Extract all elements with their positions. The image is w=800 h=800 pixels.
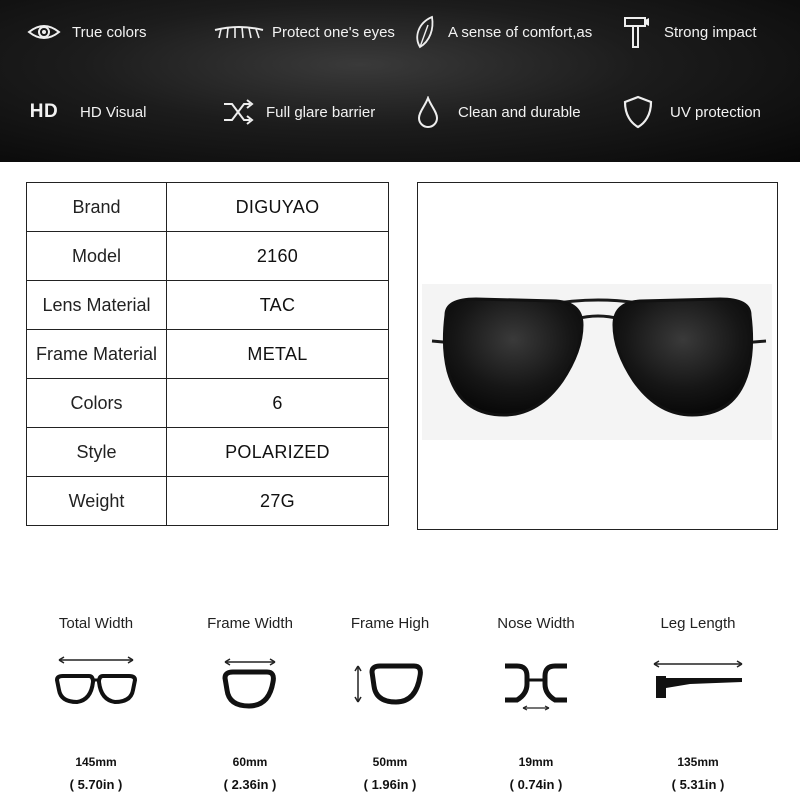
leg-length-icon xyxy=(628,637,768,727)
dimension-frame-width xyxy=(180,615,320,792)
feature-label: A sense of comfort,as xyxy=(448,23,593,41)
table-row xyxy=(27,428,389,477)
feature-protect-eyes xyxy=(212,14,395,50)
feature-clean-durable xyxy=(410,94,581,130)
feather-icon xyxy=(410,14,438,50)
spec-key: Brand xyxy=(27,183,167,232)
spec-key: Weight xyxy=(27,477,167,526)
hammer-icon xyxy=(618,14,654,50)
dimension-leg-length xyxy=(628,615,768,792)
feature-true-colors xyxy=(26,14,146,50)
table-row xyxy=(27,477,389,526)
dimension-nose-width xyxy=(466,615,606,792)
spec-value: 27G xyxy=(167,477,389,526)
nose-width-icon xyxy=(466,637,606,727)
feature-strong-impact xyxy=(618,14,757,50)
total-width-icon xyxy=(26,637,166,727)
aviator-sunglasses-image xyxy=(426,291,770,431)
spec-value: METAL xyxy=(167,330,389,379)
spec-key: Lens Material xyxy=(27,281,167,330)
table-row xyxy=(27,232,389,281)
frame-high-icon xyxy=(320,637,460,727)
dimension-total-width xyxy=(26,615,166,792)
spec-value: 6 xyxy=(167,379,389,428)
eyelash-icon xyxy=(212,14,266,50)
dimension-label: Leg Length xyxy=(660,615,736,632)
spec-key: Style xyxy=(27,428,167,477)
hd-icon: HD xyxy=(29,101,59,122)
feature-comfort xyxy=(410,14,592,50)
dimension-mm: 60mm xyxy=(232,755,268,769)
spec-key: Frame Material xyxy=(27,330,167,379)
dimension-label: Frame Width xyxy=(207,615,293,632)
dimension-mm: 50mm xyxy=(372,755,408,769)
shield-icon xyxy=(620,94,656,130)
feature-hd-visual xyxy=(26,94,146,130)
table-row xyxy=(27,330,389,379)
spec-value: POLARIZED xyxy=(167,428,389,477)
product-photo xyxy=(417,182,778,530)
table-row xyxy=(27,379,389,428)
feature-uv-protection xyxy=(620,94,761,130)
spec-value: TAC xyxy=(167,281,389,330)
dimension-mm: 19mm xyxy=(518,755,554,769)
shuffle-arrows-icon xyxy=(220,94,256,130)
spec-value: DIGUYAO xyxy=(167,183,389,232)
dimension-inches: ( 2.36in ) xyxy=(223,777,277,792)
spec-key: Model xyxy=(27,232,167,281)
table-row xyxy=(27,183,389,232)
dimension-frame-high xyxy=(320,615,460,792)
dimension-label: Total Width xyxy=(58,615,134,632)
dimension-mm: 135mm xyxy=(677,755,719,769)
table-row xyxy=(27,281,389,330)
dimension-label: Nose Width xyxy=(497,615,575,632)
dimension-inches: ( 0.74in ) xyxy=(509,777,563,792)
spec-value: 2160 xyxy=(167,232,389,281)
dimension-inches: ( 5.70in ) xyxy=(69,777,123,792)
dimension-inches: ( 5.31in ) xyxy=(671,777,725,792)
dimension-mm: 145mm xyxy=(75,755,117,769)
spec-table xyxy=(26,182,389,526)
feature-label: HD Visual xyxy=(80,103,147,121)
feature-label: Clean and durable xyxy=(458,103,581,121)
feature-glare-barrier xyxy=(220,94,375,130)
feature-label: Strong impact xyxy=(664,23,757,41)
dimension-label: Frame High xyxy=(350,615,430,632)
feature-label: UV protection xyxy=(670,103,761,121)
spec-key: Colors xyxy=(27,379,167,428)
feature-label: Protect one's eyes xyxy=(272,23,395,41)
dimension-inches: ( 1.96in ) xyxy=(363,777,417,792)
water-drop-icon xyxy=(410,94,446,130)
feature-label: Full glare barrier xyxy=(266,103,376,121)
eye-icon xyxy=(26,14,62,50)
feature-label: True colors xyxy=(72,23,147,41)
frame-width-icon xyxy=(180,637,320,727)
features-banner xyxy=(0,0,800,162)
